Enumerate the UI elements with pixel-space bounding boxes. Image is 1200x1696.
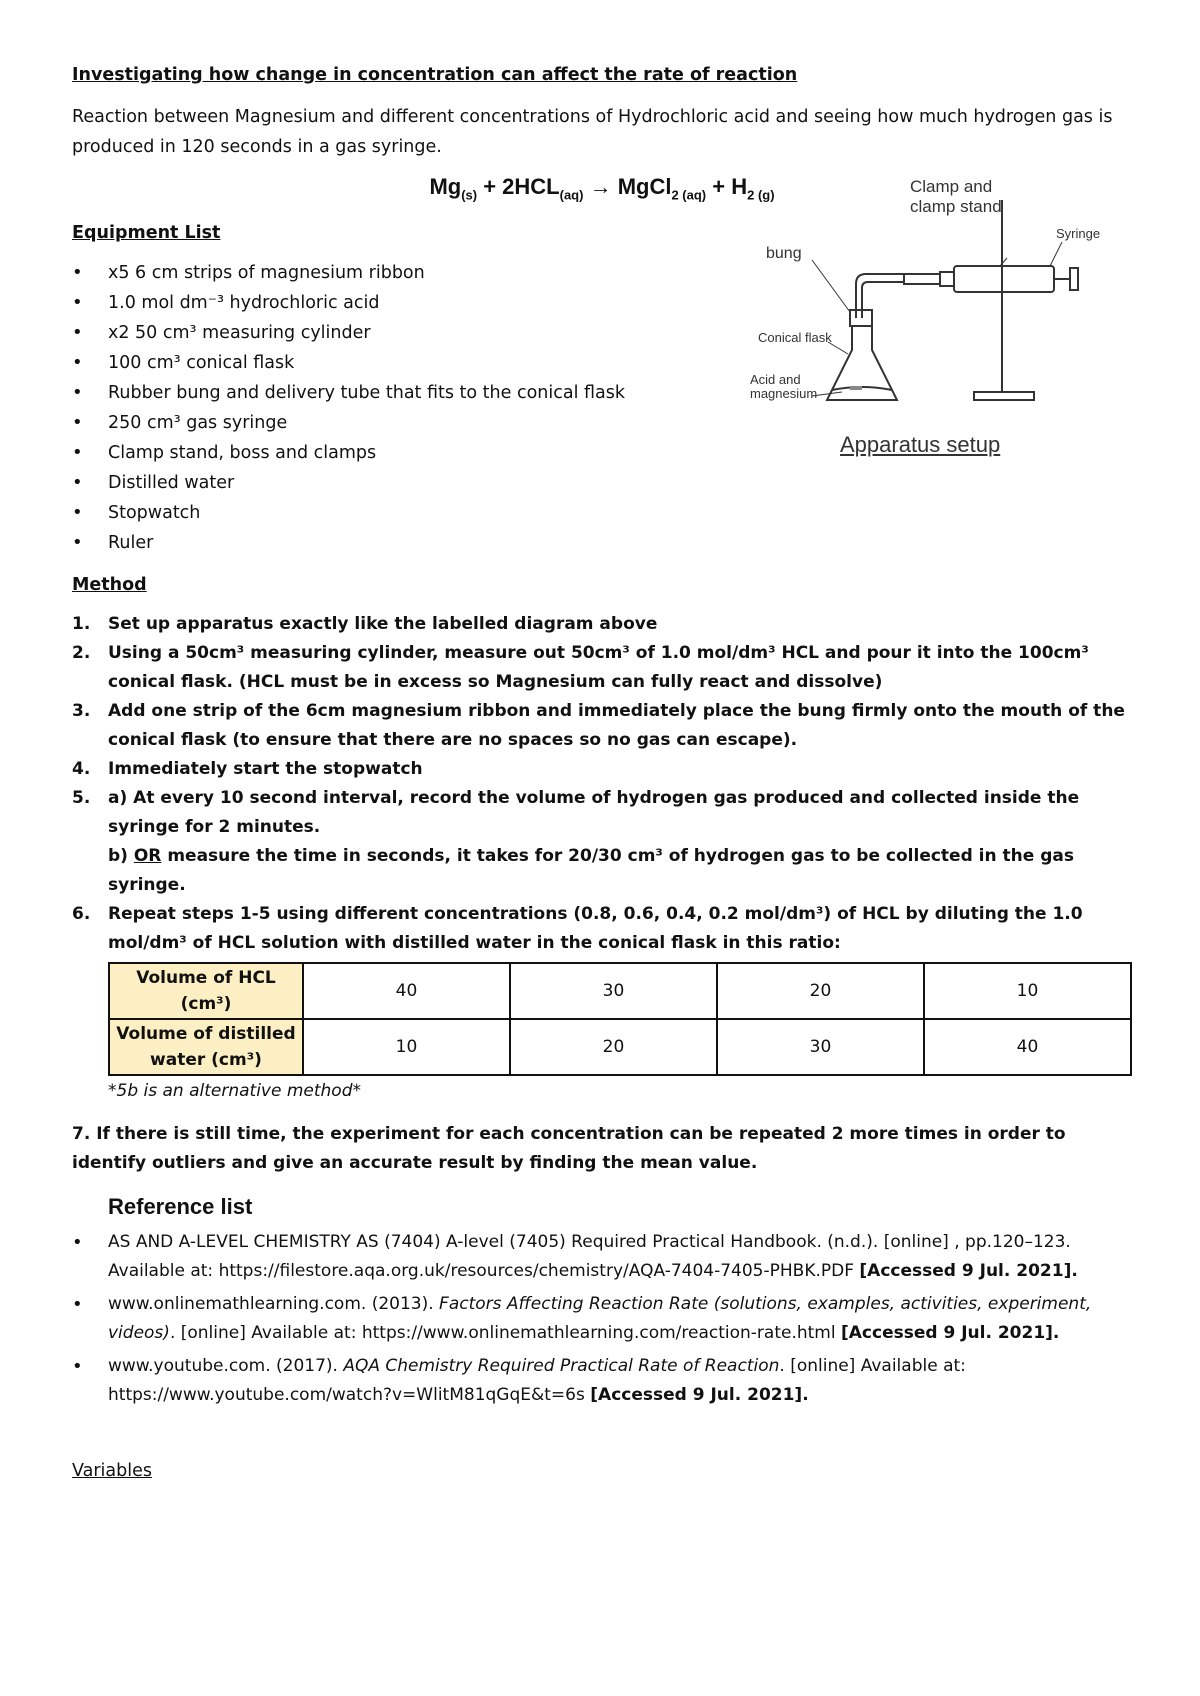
method-step	[72, 784, 1132, 842]
syringe-plunger-handle	[1070, 268, 1078, 290]
connector-tube	[904, 274, 940, 284]
list-item: • Clamp stand, boss and clamps	[72, 438, 1132, 468]
label-clamp-2: clamp stand	[910, 197, 1002, 217]
ref-title: AQA Chemistry Required Practical Rate of Reaction	[343, 1356, 780, 1377]
eq-plus: +	[477, 174, 503, 199]
method-step	[72, 639, 1132, 697]
list-item: • x2 50 cm³ measuring cylinder	[72, 318, 1132, 348]
eq-mgcl-sub: 2 (aq)	[671, 187, 707, 203]
list-item: • 100 cm³ conical flask	[72, 348, 1132, 378]
step-text: Repeat steps 1-5 using different concentrations (0.8, 0.6, 0.4, 0.2 mol/dm³) of HCL by diluting the 1.0 mol/dm³ of HCL solution with distilled water in the conical flask in this ratio:	[108, 904, 1083, 954]
step-text-post: measure the time in seconds, it takes for 20/30 cm³ of hydrogen gas to be collected in the gas syringe.	[108, 846, 1074, 896]
eq-h-sub: 2 (g)	[747, 187, 775, 203]
reference-heading: Reference list	[108, 1194, 253, 1220]
label-bung: bung	[766, 245, 802, 263]
eq-hcl: 2HCL	[502, 174, 560, 199]
eq-h: H	[731, 174, 748, 199]
method-step	[72, 755, 1132, 784]
method-heading: Method	[72, 575, 147, 596]
label-flask: Conical flask	[758, 330, 832, 346]
step-text: a) At every 10 second interval, record the volume of hydrogen gas produced and collected inside the syringe for 2 minutes.	[108, 788, 1080, 838]
reference-item	[72, 1228, 1132, 1286]
ref-text: . [online] Available at: https://www.onlinemathlearning.com/reaction-rate.html	[169, 1323, 841, 1344]
ref-text: www.onlinemathlearning.com. (2013).	[108, 1294, 440, 1315]
apparatus-caption: Apparatus setup	[840, 432, 1001, 458]
eq-hcl-state: (aq)	[559, 187, 584, 203]
ref-accessed: [Accessed 9 Jul. 2021].	[590, 1385, 809, 1406]
apparatus-diagram	[732, 170, 1152, 470]
eq-mg-state: (s)	[461, 187, 478, 203]
step-number: 4.	[72, 759, 91, 780]
table-cell: 40	[303, 963, 510, 1019]
label-acid-1: Acid and	[750, 372, 801, 388]
step-text: Set up apparatus exactly like the labelled diagram above	[108, 614, 658, 635]
magnesium-strip	[850, 386, 862, 390]
step-text: Immediately start the stopwatch	[108, 759, 423, 780]
label-clamp-1: Clamp and	[910, 177, 993, 197]
document-page	[72, 60, 1132, 1486]
label-acid-2: magnesium	[750, 386, 818, 402]
delivery-tube-outer	[856, 274, 904, 318]
intro-paragraph: Reaction between Magnesium and different concentrations of Hydrochloric acid and seeing how much hydrogen gas is produced in 120 seconds in a gas syringe.	[72, 107, 1113, 157]
reference-item	[72, 1352, 1132, 1410]
eq-mgcl: MgCl	[617, 174, 672, 199]
list-item: • Distilled water	[72, 468, 1132, 498]
method-step	[72, 842, 1132, 900]
step-text: Using a 50cm³ measuring cylinder, measure out 50cm³ of 1.0 mol/dm³ HCL and pour it into the 100cm³ conical flask. (HCL must be in excess so Magnesium can fully react and dissolve)	[108, 643, 1089, 693]
step-number: 3.	[72, 701, 91, 722]
list-item: • Stopwatch	[72, 498, 1132, 528]
equipment-heading: Equipment List	[72, 223, 221, 244]
step-number: 6.	[72, 904, 91, 925]
ref-accessed: [Accessed 9 Jul. 2021].	[859, 1261, 1078, 1282]
list-item: • Ruler	[72, 528, 1132, 558]
table-cell: 10	[303, 1019, 510, 1075]
eq-plus-2: +	[706, 174, 732, 199]
ref-text: www.youtube.com. (2017).	[108, 1356, 344, 1377]
table-header-hcl: Volume of HCL (cm³)	[109, 963, 303, 1019]
table-cell: 30	[510, 963, 717, 1019]
table-cell: 10	[924, 963, 1131, 1019]
label-syringe: Syringe	[1056, 226, 1101, 242]
step-number: 2.	[72, 643, 91, 664]
eq-arrow: →	[583, 174, 618, 199]
table-cell: 40	[924, 1019, 1131, 1075]
method-step	[72, 900, 1132, 958]
step-text: Add one strip of the 6cm magnesium ribbon and immediately place the bung firmly onto the mouth of the conical flask (to ensure that there are no spaces so no gas can escape).	[108, 701, 1125, 751]
table-cell: 30	[717, 1019, 924, 1075]
list-item: • 250 cm³ gas syringe	[72, 408, 1132, 438]
method-step	[72, 610, 1132, 639]
method-list	[72, 610, 1132, 958]
method-step	[72, 697, 1132, 755]
eq-mg: Mg	[429, 174, 462, 199]
list-item: • x5 6 cm strips of magnesium ribbon	[72, 258, 1132, 288]
reference-item	[72, 1290, 1132, 1348]
syringe-barrel	[954, 266, 1054, 292]
list-item: • Rubber bung and delivery tube that fits to the conical flask	[72, 378, 1132, 408]
bung-leader	[812, 260, 850, 312]
table-header-water: Volume of distilled water (cm³)	[109, 1019, 303, 1075]
clamp-stand-base	[974, 392, 1034, 400]
delivery-tube-inner	[862, 282, 904, 318]
ref-text: . [online] Available at: https://www.youtube.com/watch?v=WlitM81qGqE&t=6s	[108, 1356, 966, 1406]
reference-list	[72, 1228, 1132, 1410]
page-title: Investigating how change in concentration can affect the rate of reaction	[72, 65, 798, 85]
list-item: • 1.0 mol dm⁻³ hydrochloric acid	[72, 288, 1132, 318]
table-cell: 20	[510, 1019, 717, 1075]
variables-heading: Variables	[72, 1461, 152, 1482]
table-row	[109, 1019, 1131, 1075]
ref-title: Factors Affecting Reaction Rate (solutions, examples, activities, experiment, videos)	[108, 1294, 1092, 1344]
table-cell: 20	[717, 963, 924, 1019]
ref-accessed: [Accessed 9 Jul. 2021].	[841, 1323, 1060, 1344]
step-or: OR	[133, 846, 162, 867]
step-number: 5.	[72, 788, 91, 809]
step-text-pre: b)	[108, 846, 134, 867]
dilution-table	[108, 962, 1132, 1076]
step-number: 1.	[72, 614, 91, 635]
apparatus-svg	[732, 170, 1152, 430]
alternative-note: *5b is an alternative method*	[108, 1081, 361, 1102]
syringe-nozzle	[940, 272, 954, 286]
table-row	[109, 963, 1131, 1019]
syringe-leader	[1050, 242, 1062, 266]
step-seven: 7. If there is still time, the experiment for each concentration can be repeated 2 more times in order to identify outliers and give an accurate result by finding the mean value.	[72, 1124, 1066, 1174]
ref-text: AS AND A-LEVEL CHEMISTRY AS (7404) A-level (7405) Required Practical Handbook. (n.d.). [online] , pp.120–123. Available at: https://filestore.aqa.org.uk/resources/chemistry/AQA-7404-7405-PHBK.PDF	[108, 1232, 1071, 1282]
